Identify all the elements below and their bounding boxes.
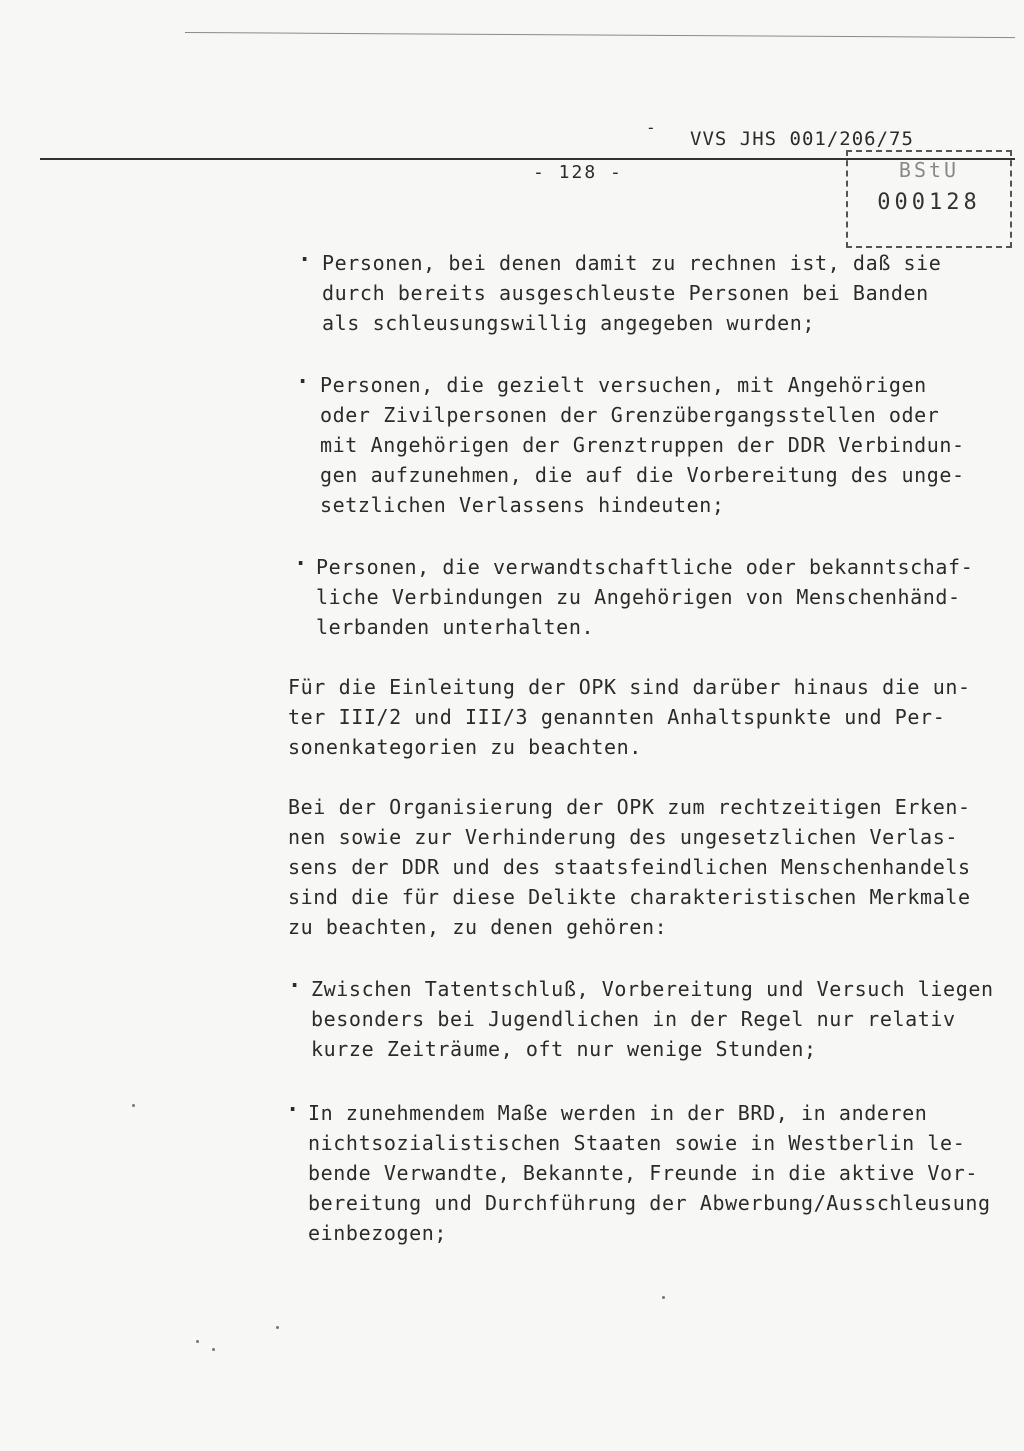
- text-line: lerbanden unterhalten.: [316, 615, 595, 639]
- reference-dash: -: [646, 118, 656, 137]
- text-line: Zwischen Tatentschluß, Vorbereitung und Versuch liegen: [311, 977, 994, 1001]
- bullet-marker: ·: [294, 552, 308, 577]
- text-line: liche Verbindungen zu Angehörigen von Menschenhänd-: [316, 585, 961, 609]
- bullet-item-3: [316, 552, 973, 642]
- paragraph-opk-organisation: [288, 792, 971, 942]
- text-line: mit Angehörigen der Grenztruppen der DDR Verbindun-: [320, 433, 965, 457]
- bullet-item-1: [322, 248, 941, 338]
- document-reference: VVS JHS 001/206/75: [690, 128, 914, 150]
- text-line: sind die für diese Delikte charakteristischen Merkmale: [288, 885, 971, 909]
- scan-speck: [662, 1296, 665, 1299]
- bullet-marker: ·: [296, 370, 310, 395]
- scan-speck: [132, 1104, 135, 1107]
- text-line: ter III/2 und III/3 genannten Anhaltspunkte und Per-: [288, 705, 946, 729]
- text-line: sonenkategorien zu beachten.: [288, 735, 642, 759]
- text-line: Personen, die gezielt versuchen, mit Angehörigen: [320, 373, 927, 397]
- page-number: - 128 -: [533, 162, 623, 183]
- text-line: In zunehmendem Maße werden in der BRD, in anderen: [308, 1101, 928, 1125]
- text-line: nichtsozialistischen Staaten sowie in Westberlin le-: [308, 1131, 966, 1155]
- bullet-item-4: [311, 974, 994, 1064]
- text-line: Bei der Organisierung der OPK zum rechtzeitigen Erken-: [288, 795, 971, 819]
- text-line: einbezogen;: [308, 1221, 448, 1245]
- paragraph-opk-introduction: [288, 672, 971, 762]
- bullet-item-5: [308, 1098, 991, 1248]
- text-line: Für die Einleitung der OPK sind darüber hinaus die un-: [288, 675, 971, 699]
- text-line: Personen, die verwandtschaftliche oder bekanntschaf-: [316, 555, 974, 579]
- text-line: durch bereits ausgeschleuste Personen bei Banden: [322, 281, 929, 305]
- text-line: kurze Zeiträume, oft nur wenige Stunden;: [311, 1037, 817, 1061]
- text-line: besonders bei Jugendlichen in der Regel nur relativ: [311, 1007, 956, 1031]
- text-line: sens der DDR und des staatsfeindlichen Menschenhandels: [288, 855, 971, 879]
- stamp-label: BStU: [898, 158, 960, 182]
- text-line: zu beachten, zu denen gehören:: [288, 915, 668, 939]
- text-line: bende Verwandte, Bekannte, Freunde in die aktive Vor-: [308, 1161, 978, 1185]
- bullet-marker: ·: [286, 1098, 300, 1123]
- bullet-marker: ·: [288, 974, 302, 999]
- text-line: als schleusungswillig angegeben wurden;: [322, 311, 815, 335]
- scan-speck: [196, 1340, 199, 1343]
- text-line: setzlichen Verlassens hindeuten;: [320, 493, 725, 517]
- text-line: oder Zivilpersonen der Grenzübergangsstellen oder: [320, 403, 940, 427]
- text-line: nen sowie zur Verhinderung des ungesetzlichen Verlas-: [288, 825, 958, 849]
- bullet-marker: ·: [298, 248, 312, 273]
- archive-stamp: [846, 150, 1012, 248]
- text-line: Personen, bei denen damit zu rechnen ist, daß sie: [322, 251, 942, 275]
- text-line: bereitung und Durchführung der Abwerbung/Ausschleusung: [308, 1191, 991, 1215]
- scan-speck: [276, 1326, 279, 1329]
- bullet-item-2: [320, 370, 965, 520]
- scan-speck: [212, 1348, 215, 1351]
- stamp-number: 000128: [877, 190, 981, 215]
- text-line: gen aufzunehmen, die auf die Vorbereitung des unge-: [320, 463, 965, 487]
- top-edge-rule: [185, 32, 1015, 38]
